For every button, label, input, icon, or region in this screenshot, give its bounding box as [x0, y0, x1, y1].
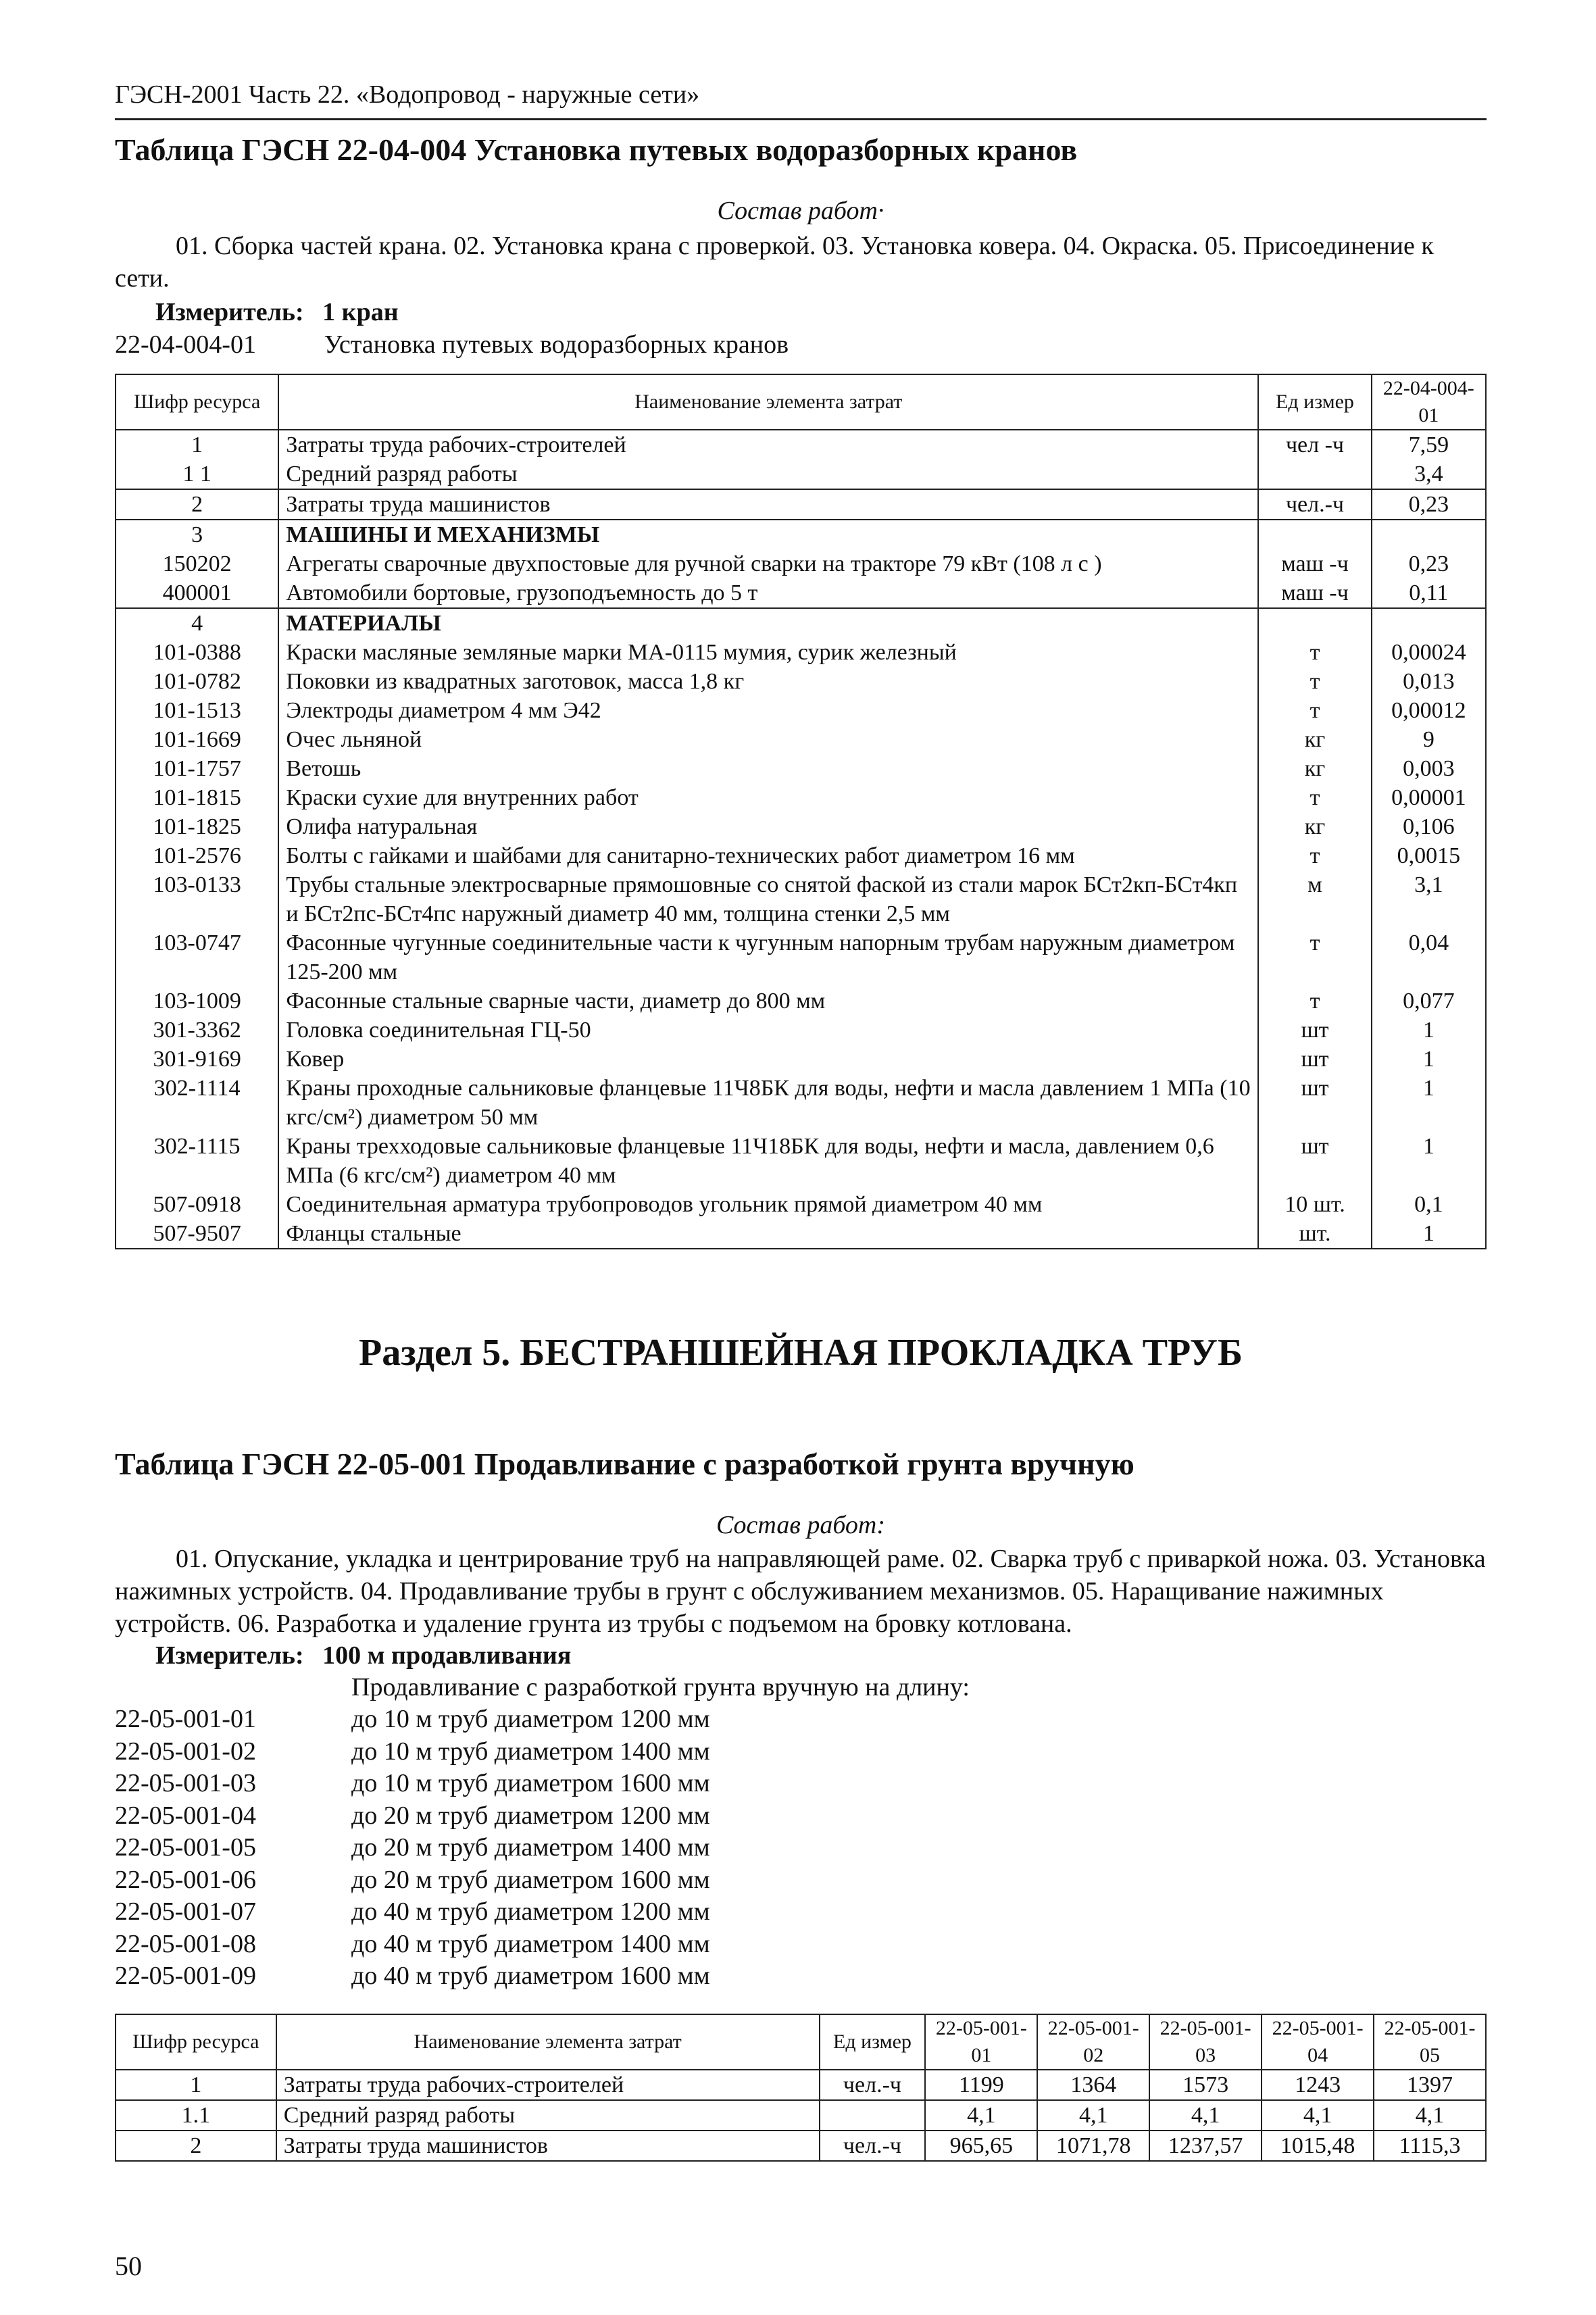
row-value: 0,1	[1372, 1190, 1486, 1219]
table-row	[116, 608, 1486, 638]
row-code: 101-1513	[116, 696, 278, 725]
list-item	[115, 1897, 710, 1926]
row-value: 0,00024	[1372, 638, 1486, 667]
row-unit: шт.	[1258, 1219, 1371, 1249]
row-name: Очес льняной	[278, 725, 1258, 754]
row-name: Затраты труда рабочих-строителей	[276, 2070, 820, 2100]
row-value: 4,1	[925, 2100, 1037, 2131]
row-unit	[1258, 459, 1371, 489]
table-row	[116, 841, 1486, 870]
table1-composition-heading: Состав работ·	[717, 197, 884, 225]
table-row	[116, 1132, 1486, 1190]
row-value: 1115,3	[1374, 2131, 1486, 2161]
row-unit: маш -ч	[1258, 549, 1371, 578]
table-row	[116, 459, 1486, 489]
row-value: 0,106	[1372, 812, 1486, 841]
row-name: Поковки из квадратных заготовок, масса 1,8 кг	[278, 667, 1258, 696]
table2-header-name: Наименование элемента затрат	[276, 2014, 820, 2070]
row-value: 0,013	[1372, 667, 1486, 696]
row-value: 0,23	[1372, 549, 1486, 578]
row-value: 1	[1372, 1045, 1486, 1074]
row-name: Затраты труда машинистов	[276, 2131, 820, 2161]
row-code: 2	[116, 489, 278, 520]
list-item	[115, 1801, 710, 1831]
row-unit: 10 шт.	[1258, 1190, 1371, 1219]
row-unit	[1258, 520, 1371, 549]
row-name: Средний разряд работы	[276, 2100, 820, 2131]
table-row	[116, 549, 1486, 578]
table-row	[116, 1016, 1486, 1045]
list-item-code: 22-05-001-03	[115, 1769, 256, 1797]
table2-grid	[115, 2014, 1487, 2162]
row-value: 0,003	[1372, 754, 1486, 783]
row-value: 1573	[1149, 2070, 1262, 2100]
row-unit: кг	[1258, 725, 1371, 754]
row-value: 0,04	[1372, 928, 1486, 987]
list-item-code: 22-05-001-05	[115, 1833, 256, 1862]
row-code: 103-0133	[116, 870, 278, 928]
table1-meter-label: Измеритель:	[155, 298, 304, 326]
table-row	[116, 725, 1486, 754]
row-value: 4,1	[1374, 2100, 1486, 2131]
row-name: Средний разряд работы	[278, 459, 1258, 489]
row-value: 1243	[1262, 2070, 1374, 2100]
row-value: 3,4	[1372, 459, 1486, 489]
list-item	[115, 1865, 710, 1895]
list-item	[115, 1833, 710, 1862]
list-item	[115, 1929, 710, 1959]
table2-header-col2: 22-05-001-02	[1037, 2014, 1149, 2070]
table2-header-unit: Ед измер	[820, 2014, 926, 2070]
table-row	[116, 520, 1486, 549]
row-code: 101-1757	[116, 754, 278, 783]
row-value: 1237,57	[1149, 2131, 1262, 2161]
table1-grid	[115, 374, 1487, 1249]
row-value: 0,00012	[1372, 696, 1486, 725]
row-code: 103-0747	[116, 928, 278, 987]
row-value: 7,59	[1372, 430, 1486, 459]
table-row	[116, 987, 1486, 1016]
table-row	[116, 2131, 1486, 2161]
row-unit: чел -ч	[1258, 430, 1371, 459]
row-code: 101-1669	[116, 725, 278, 754]
table-row	[116, 2070, 1486, 2100]
row-value: 4,1	[1037, 2100, 1149, 2131]
row-name: Агрегаты сварочные двухпостовые для ручной сварки на тракторе 79 кВт (108 л с )	[278, 549, 1258, 578]
table-row	[116, 1190, 1486, 1219]
row-unit: кг	[1258, 812, 1371, 841]
row-name: Затраты труда рабочих-строителей	[278, 430, 1258, 459]
row-value: 1364	[1037, 2070, 1149, 2100]
row-value: 0,077	[1372, 987, 1486, 1016]
row-value: 1199	[925, 2070, 1037, 2100]
table-row	[116, 812, 1486, 841]
list-item-desc: до 10 м труб диаметром 1400 мм	[351, 1737, 710, 1766]
list-item-code: 22-05-001-01	[115, 1705, 256, 1733]
table1-header-name: Наименование элемента затрат	[278, 374, 1258, 430]
row-code: 1 1	[116, 459, 278, 489]
row-unit: чел.-ч	[820, 2070, 926, 2100]
table2-header-col3: 22-05-001-03	[1149, 2014, 1262, 2070]
row-name: Краски сухие для внутренних работ	[278, 783, 1258, 812]
list-item-desc: до 20 м труб диаметром 1200 мм	[351, 1801, 710, 1830]
table2-composition-heading: Состав работ:	[716, 1511, 886, 1539]
table2-header-col5: 22-05-001-05	[1374, 2014, 1486, 2070]
table2-subtitle: Продавливание с разработкой грунта вручную на длину:	[351, 1673, 970, 1701]
list-item-code: 22-05-001-08	[115, 1929, 256, 1958]
row-code: 507-0918	[116, 1190, 278, 1219]
row-code: 4	[116, 608, 278, 638]
row-code: 302-1115	[116, 1132, 278, 1190]
row-value: 965,65	[925, 2131, 1037, 2161]
row-name: Фланцы стальные	[278, 1219, 1258, 1249]
row-code: 400001	[116, 578, 278, 608]
row-name: МАШИНЫ И МЕХАНИЗМЫ	[278, 520, 1258, 549]
row-name: Трубы стальные электросварные прямошовные со снятой фаской из стали марок БСт2кп-БСт4кп и БСт2пс-БСт4пс наружный диаметр 40 мм, толщина стенки 2,5 мм	[278, 870, 1258, 928]
row-code: 2	[116, 2131, 276, 2161]
row-unit: т	[1258, 667, 1371, 696]
table2-meter	[155, 1641, 571, 1670]
row-value: 1	[1372, 1132, 1486, 1190]
row-code: 103-1009	[116, 987, 278, 1016]
row-name: Соединительная арматура трубопроводов угольник прямой диаметром 40 мм	[278, 1190, 1258, 1219]
row-name: Ковер	[278, 1045, 1258, 1074]
row-name: Олифа натуральная	[278, 812, 1258, 841]
row-value: 1397	[1374, 2070, 1486, 2100]
list-item-code: 22-05-001-09	[115, 1962, 256, 1990]
row-value: 1	[1372, 1219, 1486, 1249]
page-number: 50	[115, 2251, 142, 2281]
row-name: Автомобили бортовые, грузоподъемность до 5 т	[278, 578, 1258, 608]
row-value: 1	[1372, 1074, 1486, 1132]
list-item-code: 22-05-001-02	[115, 1737, 256, 1766]
row-value: 9	[1372, 725, 1486, 754]
row-code: 301-9169	[116, 1045, 278, 1074]
list-item-desc: до 40 м труб диаметром 1400 мм	[351, 1929, 710, 1958]
table2-meter-label: Измеритель:	[155, 1641, 304, 1670]
table-row	[116, 783, 1486, 812]
row-code: 1	[116, 2070, 276, 2100]
table-row	[116, 696, 1486, 725]
table-row	[116, 2100, 1486, 2131]
running-header: ГЭСН-2001 Часть 22. «Водопровод - наружные сети»	[115, 80, 700, 109]
list-item-desc: до 20 м труб диаметром 1400 мм	[351, 1833, 710, 1862]
table-row	[116, 754, 1486, 783]
table2-header-col4: 22-05-001-04	[1262, 2014, 1374, 2070]
row-value: 1015,48	[1262, 2131, 1374, 2161]
table1-header-value: 22-04-004-01	[1372, 374, 1486, 430]
row-code: 101-0782	[116, 667, 278, 696]
row-code: 101-2576	[116, 841, 278, 870]
row-unit: чел.-ч	[1258, 489, 1371, 520]
list-item	[115, 1961, 710, 1991]
table-row	[116, 430, 1486, 459]
row-code: 507-9507	[116, 1219, 278, 1249]
row-unit: т	[1258, 987, 1371, 1016]
table2-title: Таблица ГЭСН 22-05-001 Продавливание с разработкой грунта вручную	[115, 1447, 1134, 1481]
row-code: 101-1815	[116, 783, 278, 812]
list-item-desc: до 40 м труб диаметром 1600 мм	[351, 1962, 710, 1990]
row-code: 101-0388	[116, 638, 278, 667]
list-item-code: 22-05-001-04	[115, 1801, 256, 1830]
row-name: Ветошь	[278, 754, 1258, 783]
table1-meter-value: 1 кран	[322, 298, 399, 326]
row-value: 0,11	[1372, 578, 1486, 608]
row-unit: т	[1258, 696, 1371, 725]
table-row	[116, 1219, 1486, 1249]
table2-header-col1: 22-05-001-01	[925, 2014, 1037, 2070]
table2-header-row	[116, 2014, 1486, 2070]
row-name: Краны проходные сальниковые фланцевые 11Ч8БК для воды, нефти и масла давлением 1 МПа (10 кгс/см²) диаметром 50 мм	[278, 1074, 1258, 1132]
row-code: 1	[116, 430, 278, 459]
row-unit: шт	[1258, 1016, 1371, 1045]
row-value: 4,1	[1149, 2100, 1262, 2131]
row-name: Краны трехходовые сальниковые фланцевые 11Ч18БК для воды, нефти и масла, давлением 0,6 МПа (6 кгс/см²) диаметром 40 мм	[278, 1132, 1258, 1190]
table-row	[116, 928, 1486, 987]
table1-header-unit: Ед измер	[1258, 374, 1371, 430]
row-code: 3	[116, 520, 278, 549]
list-item-code: 22-05-001-07	[115, 1897, 256, 1926]
row-unit: чел.-ч	[820, 2131, 926, 2161]
row-name: Фасонные чугунные соединительные части к чугунным напорным трубам наружным диаметром 125-200 мм	[278, 928, 1258, 987]
row-value: 3,1	[1372, 870, 1486, 928]
list-item	[115, 1737, 710, 1766]
row-unit: т	[1258, 928, 1371, 987]
row-value	[1372, 520, 1486, 549]
row-name: Затраты труда машинистов	[278, 489, 1258, 520]
header-rule	[115, 118, 1487, 120]
table2-meter-value: 100 м продавливания	[322, 1641, 572, 1670]
row-unit: шт	[1258, 1074, 1371, 1132]
table-row	[116, 1074, 1486, 1132]
row-unit	[820, 2100, 926, 2131]
row-unit: т	[1258, 783, 1371, 812]
table-row	[116, 870, 1486, 928]
table2-composition-text: 01. Опускание, укладка и центрирование труб на направляющей раме. 02. Сварка труб с приваркой ножа. 03. Установка нажимных устройств. 04. Продавливание трубы в грунт с обслуживанием механизмов. 05. Наращивание нажимных устройств. 06. Разработка и удаление грунта из трубы с подъемом на бровку котлована.	[115, 1545, 1486, 1638]
list-item-desc: до 40 м труб диаметром 1200 мм	[351, 1897, 710, 1926]
list-item	[115, 1768, 710, 1798]
table-row	[116, 489, 1486, 520]
row-unit: кг	[1258, 754, 1371, 783]
row-value: 4,1	[1262, 2100, 1374, 2131]
row-value: 1071,78	[1037, 2131, 1149, 2161]
row-name: МАТЕРИАЛЫ	[278, 608, 1258, 638]
row-unit: м	[1258, 870, 1371, 928]
table-row	[116, 578, 1486, 608]
list-item-desc: до 10 м труб диаметром 1600 мм	[351, 1769, 710, 1797]
table1-header-code: Шифр ресурса	[116, 374, 278, 430]
table1-code: 22-04-004-01	[115, 330, 256, 359]
table1-composition-text: 01. Сборка частей крана. 02. Установка крана с проверкой. 03. Установка ковера. 04. Окраска. 05. Присоединение к сети.	[115, 232, 1434, 293]
row-code: 1.1	[116, 2100, 276, 2131]
row-code: 302-1114	[116, 1074, 278, 1132]
row-name: Фасонные стальные сварные части, диаметр до 800 мм	[278, 987, 1258, 1016]
row-value: 0,23	[1372, 489, 1486, 520]
list-item	[115, 1704, 710, 1734]
row-unit: шт	[1258, 1045, 1371, 1074]
row-unit: т	[1258, 841, 1371, 870]
row-code: 301-3362	[116, 1016, 278, 1045]
row-code: 101-1825	[116, 812, 278, 841]
table1-header-row	[116, 374, 1486, 430]
row-name: Краски масляные земляные марки МА-0115 мумия, сурик железный	[278, 638, 1258, 667]
row-code: 150202	[116, 549, 278, 578]
row-name: Болты с гайками и шайбами для санитарно-технических работ диаметром 16 мм	[278, 841, 1258, 870]
row-value: 0,00001	[1372, 783, 1486, 812]
list-item-desc: до 10 м труб диаметром 1200 мм	[351, 1705, 710, 1733]
table2-header-code: Шифр ресурса	[116, 2014, 276, 2070]
list-item-code: 22-05-001-06	[115, 1865, 256, 1894]
row-value: 1	[1372, 1016, 1486, 1045]
row-value	[1372, 608, 1486, 638]
row-unit	[1258, 608, 1371, 638]
table-row	[116, 667, 1486, 696]
row-name: Головка соединительная ГЦ-50	[278, 1016, 1258, 1045]
table-row	[116, 638, 1486, 667]
table-row	[116, 1045, 1486, 1074]
row-unit: т	[1258, 638, 1371, 667]
list-item-desc: до 20 м труб диаметром 1600 мм	[351, 1865, 710, 1894]
row-unit: шт	[1258, 1132, 1371, 1190]
section-title: Раздел 5. БЕСТРАНШЕЙНАЯ ПРОКЛАДКА ТРУБ	[359, 1332, 1243, 1374]
row-unit: маш -ч	[1258, 578, 1371, 608]
table1-code-line	[115, 330, 789, 359]
table1-meter	[155, 297, 399, 327]
table1-title: Таблица ГЭСН 22-04-004 Установка путевых водоразборных кранов	[115, 132, 1078, 167]
table1-code-desc: Установка путевых водоразборных кранов	[324, 330, 789, 359]
row-name: Электроды диаметром 4 мм Э42	[278, 696, 1258, 725]
row-value: 0,0015	[1372, 841, 1486, 870]
